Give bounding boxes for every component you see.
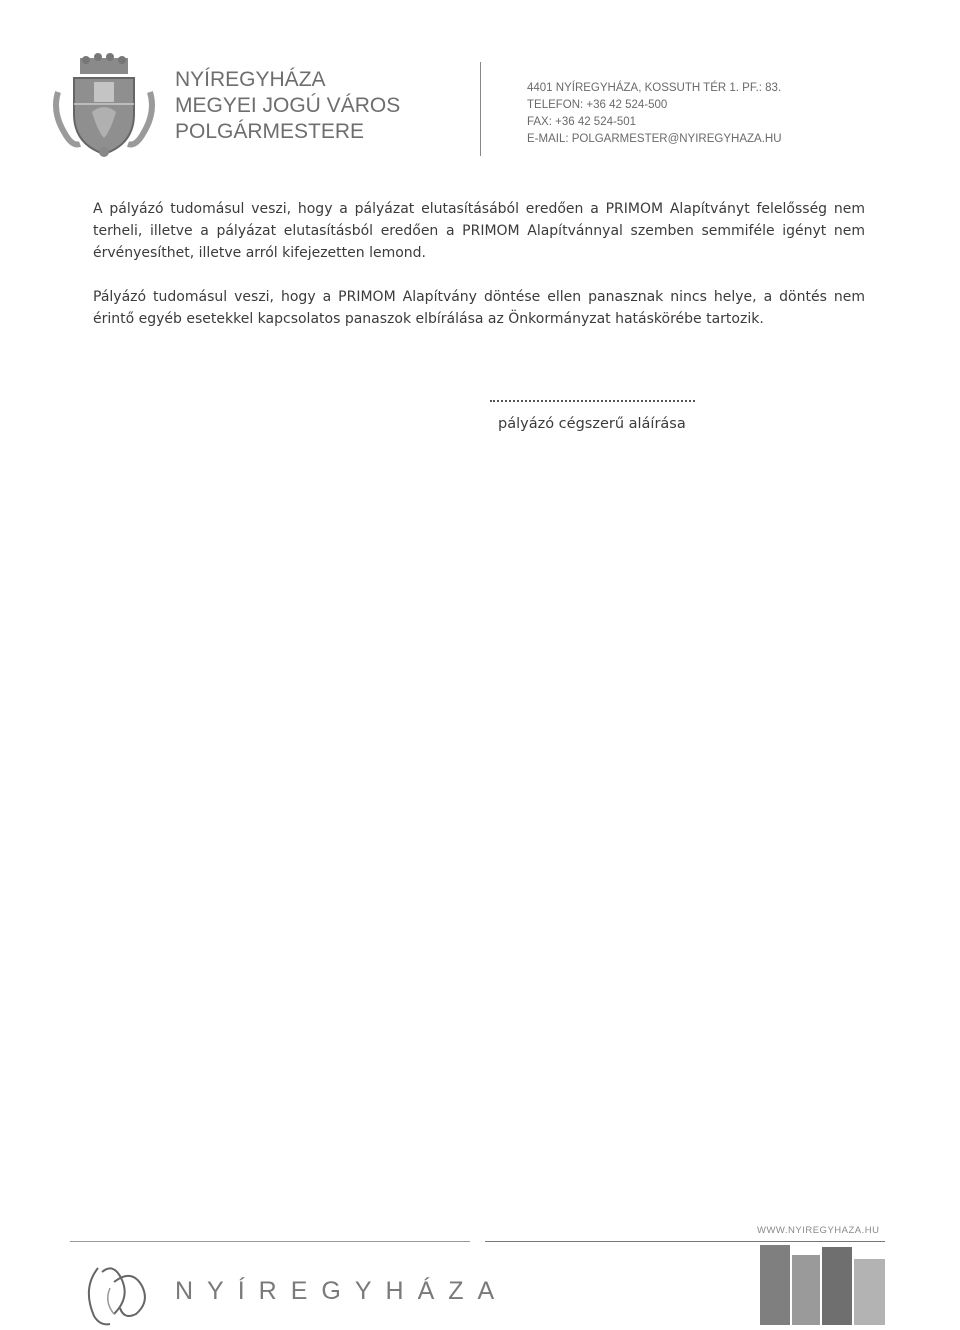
- issuer-line-mayor: POLGÁRMESTERE: [175, 120, 365, 143]
- footer-divider-right: [485, 1241, 885, 1242]
- footer-city-name: NYÍREGYHÁZA: [175, 1277, 509, 1305]
- footer-divider-left: [70, 1241, 470, 1242]
- complaint-paragraph: Pályázó tudomásul veszi, hogy a PRIMOM Alapítvány döntése ellen panasznak nincs helye, a döntés nem érintő egyéb esetekkel kapcsolatos panaszok elbírálása az Önkormányzat hatáskörébe tartozik.: [93, 289, 865, 327]
- phone-number: TELEFON: +36 42 524-500: [527, 99, 668, 111]
- city-brand-logo-icon: [80, 1258, 155, 1328]
- issuer-line-county: MEGYEI JOGÚ VÁROS: [175, 94, 401, 117]
- signature-line: [490, 400, 695, 402]
- issuer-line-city: NYÍREGYHÁZA: [175, 68, 326, 91]
- signature-label: pályázó cégszerű aláírása: [498, 416, 686, 432]
- header-divider: [480, 62, 481, 156]
- footer-decorative-bars: [760, 1245, 885, 1325]
- contact-block: [527, 80, 782, 148]
- city-coat-of-arms-icon: [50, 52, 158, 160]
- liability-paragraph: A pályázó tudomásul veszi, hogy a pályázat elutasításából eredően a PRIMOM Alapítványt felelősség nem terheli, illetve a pályázat elutasításból eredően a PRIMOM Alapítvánnyal szemben semmiféle igényt nem érvényesíthet, illetve arról kifejezetten lemond.: [93, 201, 865, 261]
- postal-address: 4401 NYÍREGYHÁZA, KOSSUTH TÉR 1. PF.: 83.: [527, 82, 782, 94]
- issuer-title: [175, 67, 400, 145]
- website-url: WWW.NYIREGYHAZA.HU: [757, 1225, 880, 1236]
- email-address: E-MAIL: POLGARMESTER@NYIREGYHAZA.HU: [527, 133, 782, 145]
- fax-number: FAX: +36 42 524-501: [527, 116, 637, 128]
